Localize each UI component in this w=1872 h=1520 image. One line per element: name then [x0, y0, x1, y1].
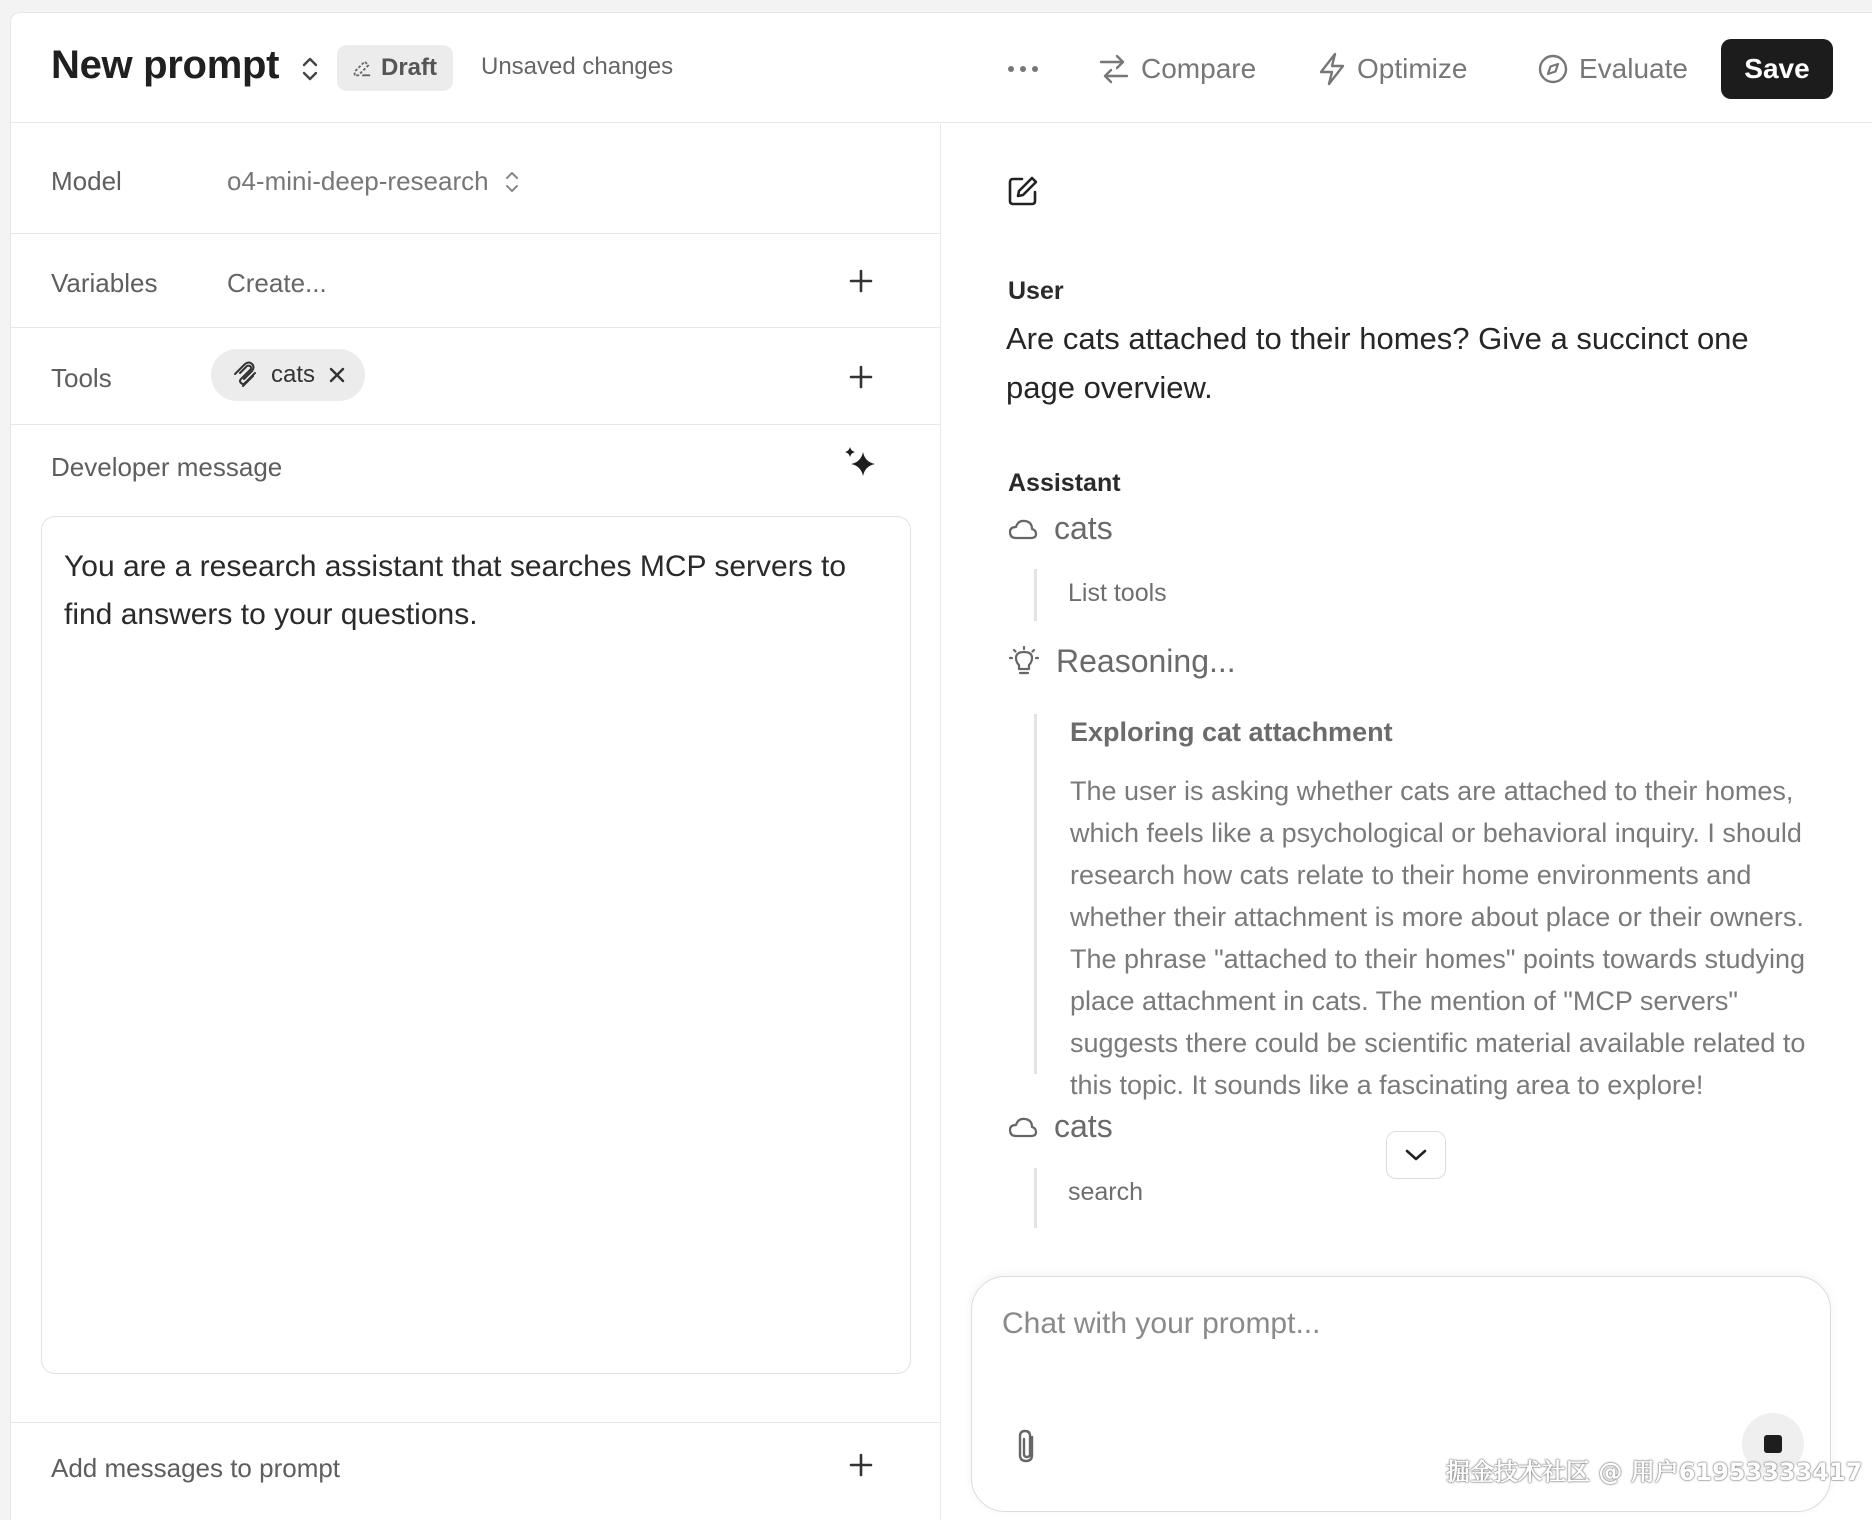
- tool-chip-cats[interactable]: [211, 349, 365, 401]
- add-message-button[interactable]: [843, 1447, 879, 1483]
- remove-tool-icon[interactable]: [327, 365, 347, 385]
- draft-label: Draft: [381, 54, 438, 81]
- tools-label: Tools: [51, 363, 112, 393]
- add-tool-button[interactable]: [843, 359, 879, 395]
- create-variable-input[interactable]: Create...: [227, 268, 327, 298]
- developer-message-label: Developer message: [51, 452, 283, 482]
- lightbulb-icon: [1008, 646, 1040, 678]
- cloud-icon: [1008, 518, 1038, 540]
- compass-icon: [1537, 53, 1569, 85]
- developer-message-input[interactable]: [41, 516, 911, 1374]
- variables-label: Variables: [51, 268, 158, 298]
- model-row: [11, 124, 941, 234]
- reasoning-title: Exploring cat attachment: [1070, 717, 1393, 747]
- developer-message-text: You are a research assistant that searches MCP servers to find answers to your questions.: [64, 550, 847, 631]
- chat-input-placeholder[interactable]: Chat with your prompt...: [1002, 1307, 1321, 1340]
- variables-row: [11, 235, 941, 328]
- reasoning-divider: [1034, 714, 1037, 1074]
- header-bar: [11, 13, 1872, 123]
- chevron-up-down-icon[interactable]: [299, 53, 321, 85]
- reasoning-label: Reasoning...: [1056, 643, 1236, 679]
- optimize-label: Optimize: [1357, 53, 1468, 84]
- tool-call-divider: [1034, 569, 1037, 621]
- attach-file-button[interactable]: [1012, 1427, 1044, 1467]
- plus-icon: [843, 1447, 879, 1483]
- user-role-title: User: [1008, 277, 1064, 305]
- draft-edit-icon: [351, 57, 373, 79]
- evaluate-label: Evaluate: [1579, 53, 1688, 84]
- evaluate-button[interactable]: [1537, 47, 1688, 91]
- scroll-down-button[interactable]: [1386, 1131, 1446, 1179]
- compare-button[interactable]: [1097, 47, 1256, 91]
- reasoning-body: The user is asking whether cats are attached to their homes, which feels like a psychological or behavioral inquiry. I should research how cats relate to their home environments and whether their attachment is more about place or their owners. The phrase "attached to their homes" points towards studying place attachment in cats. The mention of "MCP servers" suggests there could be scientific material available related to this topic. It sounds like a fascinating area to explore!: [1070, 776, 1806, 1100]
- generate-sparkle-button[interactable]: [841, 444, 881, 484]
- save-button[interactable]: Save: [1721, 39, 1833, 99]
- plus-icon: [843, 263, 879, 299]
- assistant-role-title: Assistant: [1008, 469, 1121, 497]
- tool-call-cats-2[interactable]: [1008, 1108, 1113, 1145]
- sparkle-icon: [841, 444, 881, 484]
- tool-server-label: cats: [1054, 510, 1113, 546]
- lightning-icon: [1317, 52, 1347, 86]
- tool-call-cats-1[interactable]: [1008, 510, 1113, 547]
- model-value: o4-mini-deep-research: [227, 166, 489, 196]
- add-messages-row: [11, 1422, 941, 1520]
- edit-conversation-icon[interactable]: [1006, 174, 1040, 208]
- unsaved-changes-label: Unsaved changes: [481, 53, 674, 80]
- user-message: Are cats attached to their homes? Give a succinct one page overview.: [1006, 321, 1749, 405]
- draft-badge: [337, 45, 453, 91]
- model-select[interactable]: [227, 166, 521, 197]
- paperclip-icon: [1012, 1427, 1044, 1467]
- optimize-button[interactable]: [1317, 47, 1467, 91]
- model-label: Model: [51, 166, 122, 196]
- ellipsis-icon: [1007, 64, 1039, 74]
- cloud-icon: [1008, 1116, 1038, 1138]
- add-variable-button[interactable]: [843, 263, 879, 299]
- tools-row: [11, 329, 941, 425]
- reasoning-toggle[interactable]: [1008, 643, 1236, 680]
- tool-action-label: search: [1068, 1178, 1144, 1206]
- stop-icon: [1764, 1435, 1782, 1453]
- compare-label: Compare: [1141, 53, 1257, 84]
- mcp-icon: [231, 361, 259, 389]
- plus-icon: [843, 359, 879, 395]
- prompt-editor-window: [10, 12, 1872, 1520]
- chevron-up-down-icon: [503, 168, 521, 196]
- page-title[interactable]: New prompt: [51, 43, 280, 87]
- tool-call-divider: [1034, 1168, 1037, 1228]
- prompt-config-panel: [11, 124, 941, 1520]
- tool-server-label: cats: [1054, 1108, 1113, 1144]
- add-messages-label: Add messages to prompt: [51, 1453, 341, 1483]
- more-options-button[interactable]: [1007, 47, 1039, 91]
- chevron-down-icon: [1403, 1147, 1429, 1163]
- compare-arrows-icon: [1097, 52, 1131, 86]
- tool-action-label: List tools: [1068, 579, 1167, 607]
- tool-chip-label: cats: [271, 361, 316, 388]
- watermark: 掘金技术社区 @ 用户61953333417: [1446, 1458, 1863, 1486]
- conversation-panel: [942, 124, 1872, 1520]
